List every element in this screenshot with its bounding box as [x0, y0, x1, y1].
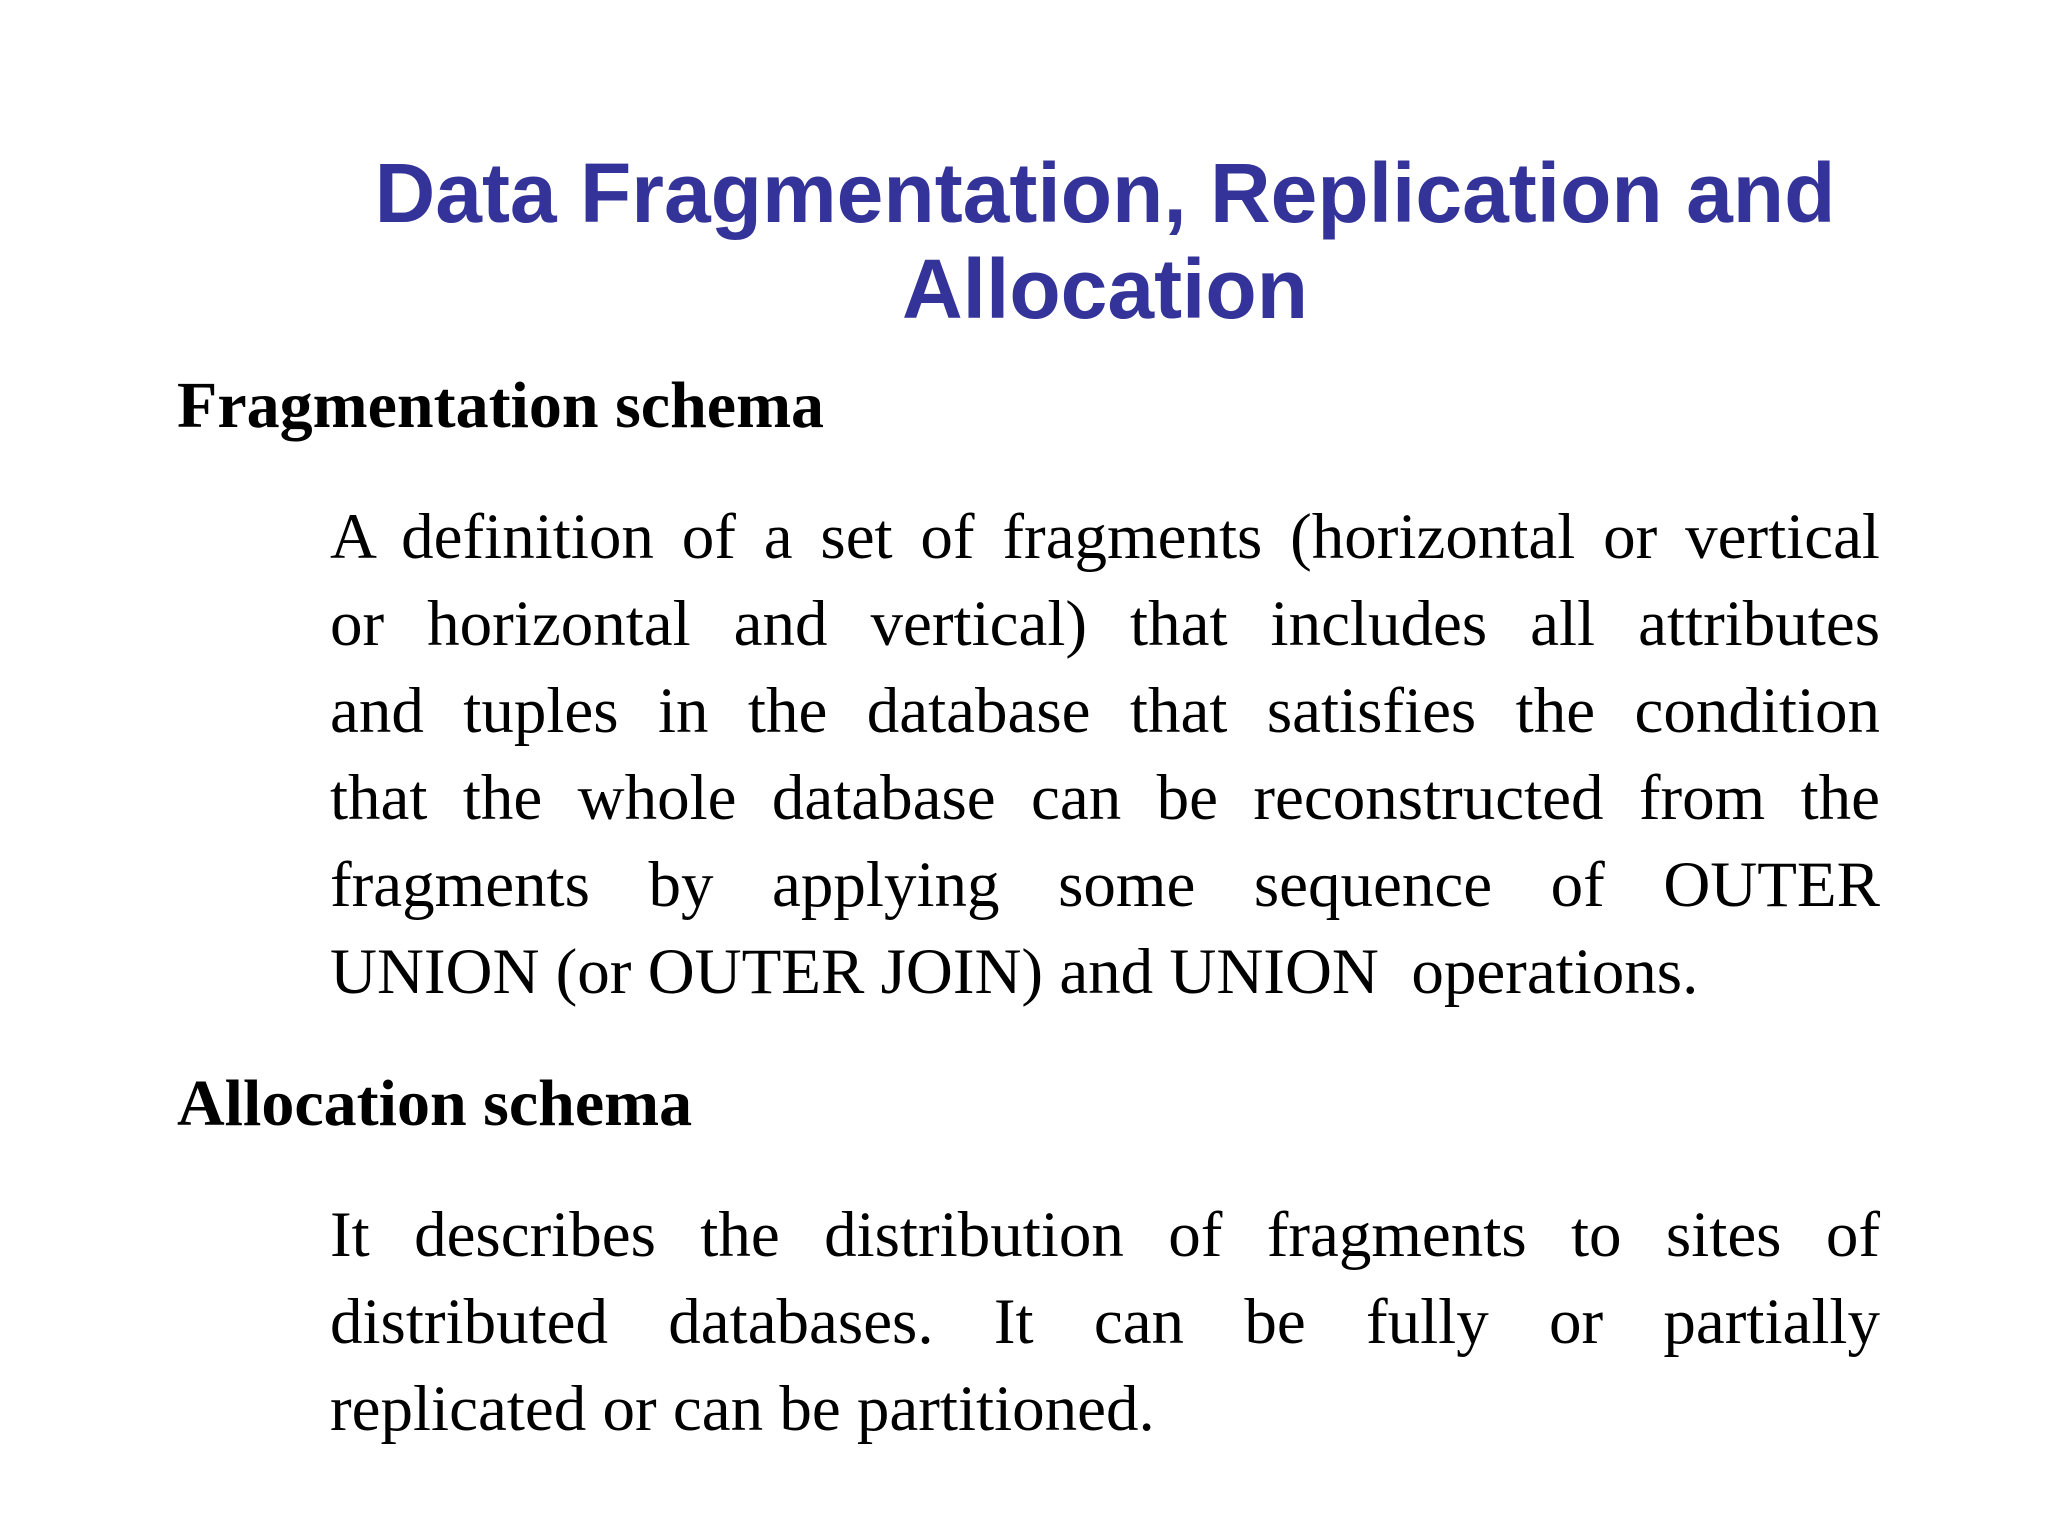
allocation-schema-heading: Allocation schema [177, 1067, 693, 1140]
paragraph-line: distributed databases. It can be fully or partially [330, 1286, 1880, 1358]
paragraph-line: A definition of a set of fragments (horizontal or vertical [330, 501, 1880, 573]
paragraph-line: that the whole database can be reconstructed from the [330, 762, 1880, 834]
fragmentation-schema-heading: Fragmentation schema [177, 369, 825, 442]
fragmentation-schema-paragraph [330, 494, 1880, 1016]
paragraph-line: or horizontal and vertical) that includes all attributes [330, 588, 1880, 660]
allocation-schema-paragraph [330, 1192, 1880, 1453]
title-line-2: Allocation [901, 242, 1308, 336]
paragraph-line: and tuples in the database that satisfies the condition [330, 675, 1880, 747]
title-line-1: Data Fragmentation, Replication and [374, 146, 1836, 240]
paragraph-line: UNION (or OUTER JOIN) and UNION operations. [330, 936, 1699, 1008]
slide-title [300, 145, 1910, 337]
paragraph-line: replicated or can be partitioned. [330, 1373, 1155, 1445]
paragraph-line: fragments by applying some sequence of OUTER [330, 849, 1880, 921]
paragraph-line: It describes the distribution of fragments to sites of [330, 1199, 1880, 1271]
